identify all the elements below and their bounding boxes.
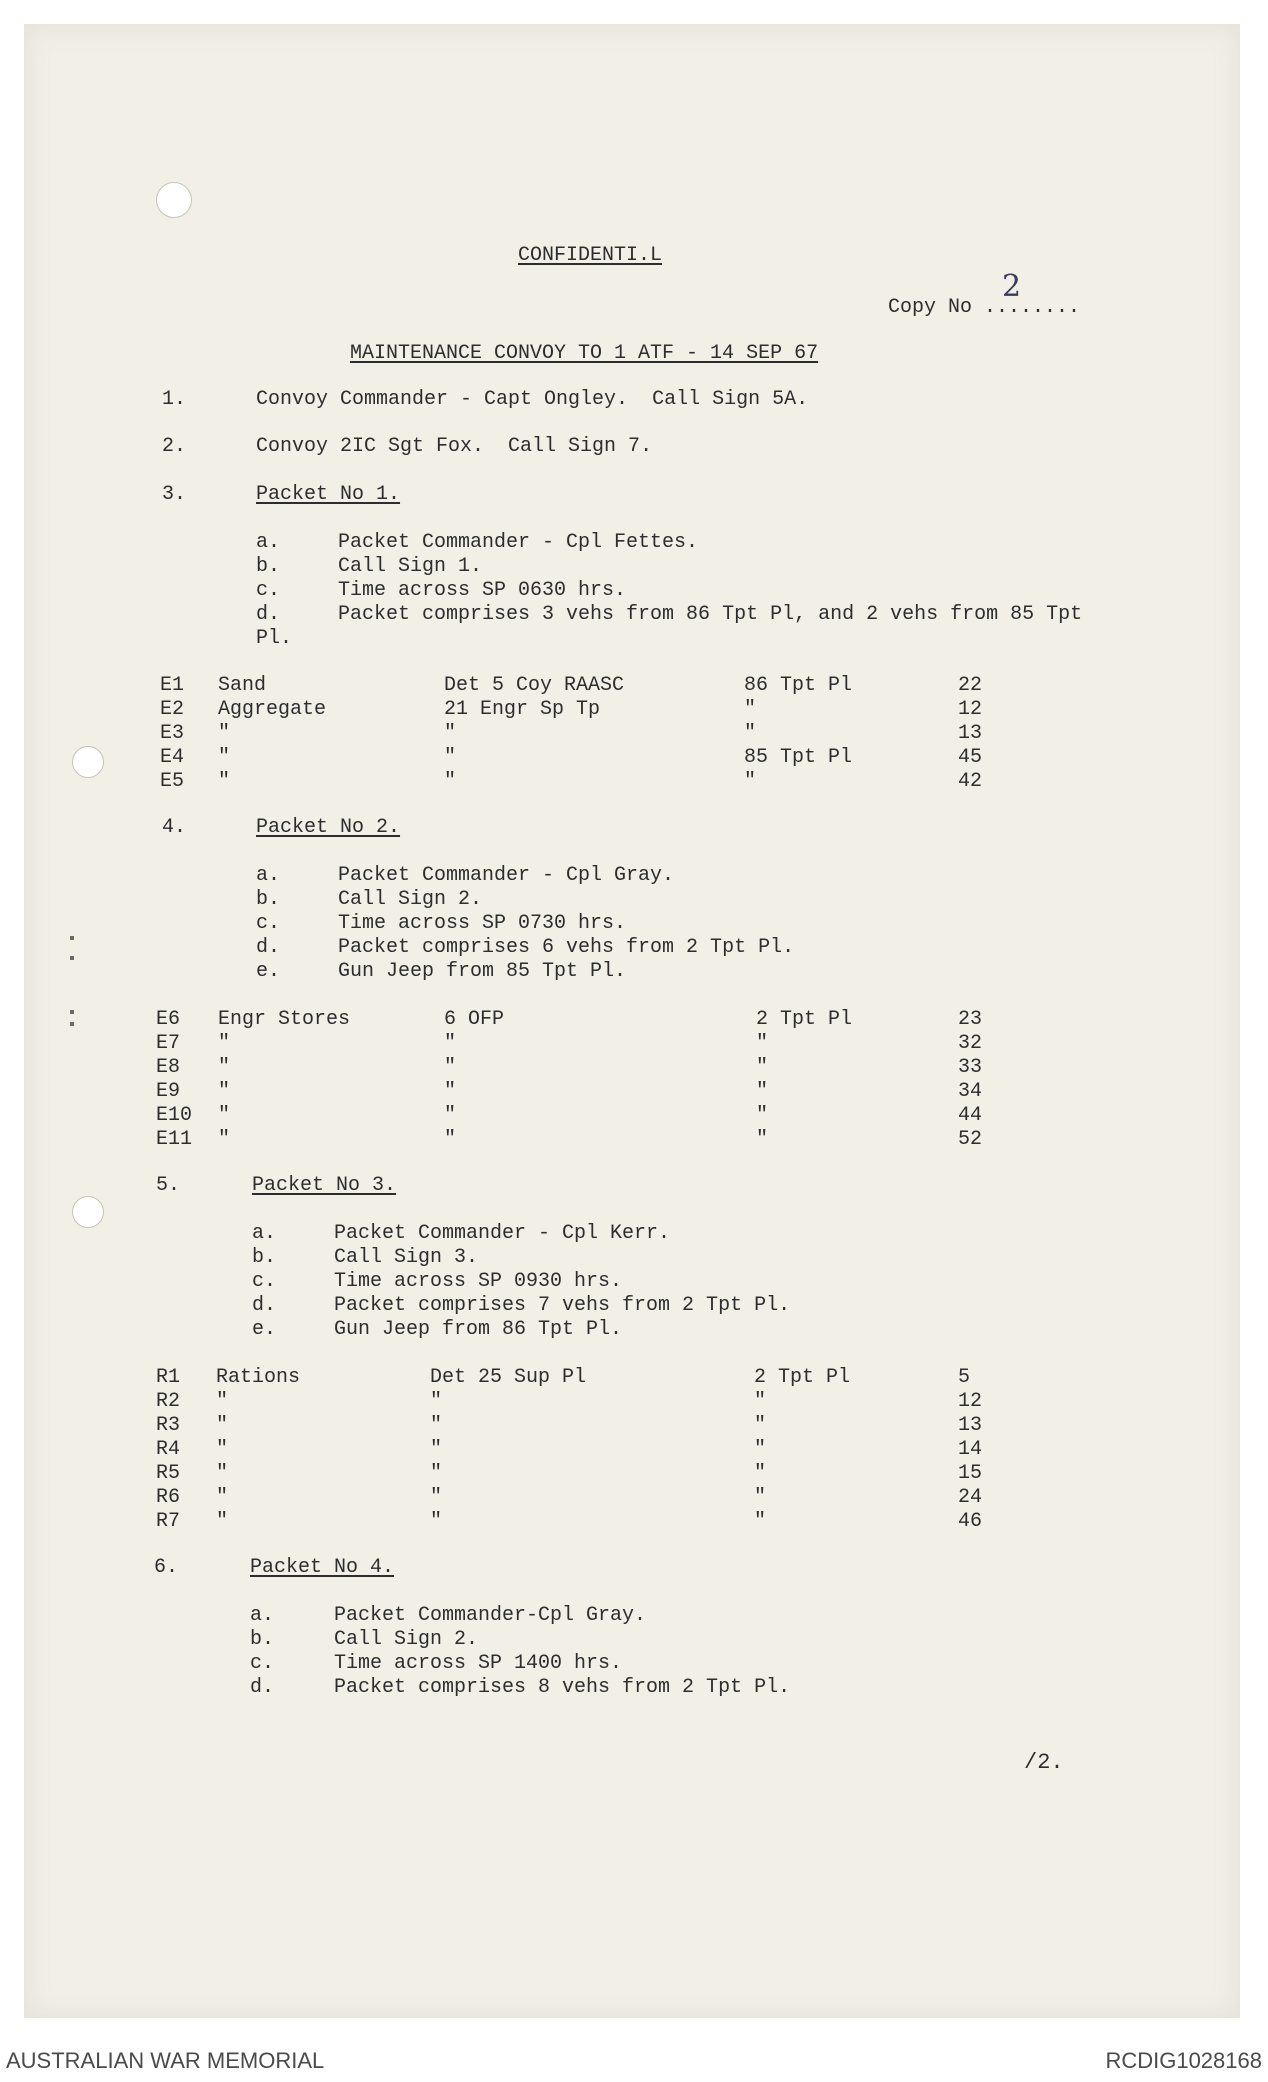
row-unit: ": [444, 1056, 457, 1079]
document-page: [24, 24, 1240, 2018]
row-load: ": [216, 1414, 229, 1437]
row-unit: ": [430, 1414, 443, 1437]
row-unit: ": [444, 1104, 457, 1127]
subitem-letter: b.: [250, 1628, 275, 1651]
row-load: ": [218, 1032, 231, 1055]
row-id: R7: [156, 1510, 181, 1533]
row-load: ": [218, 1128, 231, 1151]
row-transport: 86 Tpt Pl: [744, 674, 853, 697]
margin-mark: [70, 1010, 74, 1014]
row-unit: ": [430, 1462, 443, 1485]
row-id: R5: [156, 1462, 181, 1485]
row-transport: ": [756, 1104, 769, 1127]
row-transport: ": [744, 698, 757, 721]
item-number: 3.: [162, 483, 187, 506]
row-unit: Det 5 Coy RAASC: [444, 674, 625, 697]
row-vehicle-no: 23: [958, 1008, 983, 1031]
packet-heading: Packet No 3.: [252, 1174, 397, 1197]
classification-marking: CONFIDENTI.L: [518, 244, 663, 267]
row-transport: 85 Tpt Pl: [744, 746, 853, 769]
row-load: ": [216, 1486, 229, 1509]
row-vehicle-no: 13: [958, 722, 983, 745]
subitem-letter: c.: [256, 579, 281, 602]
row-transport: 2 Tpt Pl: [756, 1008, 853, 1031]
row-transport: ": [754, 1510, 767, 1533]
subitem-text: Packet comprises 3 vehs from 86 Tpt Pl, and 2 vehs from 85 Tpt: [338, 603, 1083, 626]
subitem-letter: e.: [256, 960, 281, 983]
subitem-letter: c.: [250, 1652, 275, 1675]
row-unit: Det 25 Sup Pl: [430, 1366, 587, 1389]
row-load: Engr Stores: [218, 1008, 351, 1031]
subitem-text: Time across SP 0930 hrs.: [334, 1270, 623, 1293]
row-id: E6: [156, 1008, 181, 1031]
row-unit: 21 Engr Sp Tp: [444, 698, 601, 721]
row-load: ": [216, 1438, 229, 1461]
row-unit: ": [430, 1486, 443, 1509]
row-id: R4: [156, 1438, 181, 1461]
subitem-text: Packet Commander - Cpl Kerr.: [334, 1222, 671, 1245]
row-unit: ": [430, 1438, 443, 1461]
subitem-text: Time across SP 0630 hrs.: [338, 579, 627, 602]
punch-hole: [156, 182, 192, 218]
row-transport: ": [754, 1438, 767, 1461]
subitem-letter: d.: [256, 936, 281, 959]
subitem-letter: e.: [252, 1318, 277, 1341]
row-transport: ": [754, 1462, 767, 1485]
subitem-continuation: Pl.: [256, 627, 293, 650]
row-transport: ": [754, 1486, 767, 1509]
row-transport: ": [756, 1056, 769, 1079]
subitem-letter: b.: [256, 555, 281, 578]
subitem-letter: a.: [252, 1222, 277, 1245]
punch-hole: [72, 1196, 104, 1228]
subitem-text: Gun Jeep from 85 Tpt Pl.: [338, 960, 627, 983]
row-transport: ": [744, 722, 757, 745]
row-load: ": [216, 1510, 229, 1533]
item-number: 6.: [154, 1556, 179, 1579]
row-load: ": [218, 1104, 231, 1127]
subitem-text: Call Sign 2.: [338, 888, 483, 911]
row-vehicle-no: 5: [958, 1366, 971, 1389]
row-unit: ": [444, 770, 457, 793]
row-id: E1: [160, 674, 185, 697]
row-unit: ": [444, 1080, 457, 1103]
row-vehicle-no: 24: [958, 1486, 983, 1509]
margin-mark: [70, 956, 74, 960]
row-load: ": [218, 746, 231, 769]
subitem-text: Call Sign 1.: [338, 555, 483, 578]
row-transport: ": [744, 770, 757, 793]
row-vehicle-no: 22: [958, 674, 983, 697]
row-vehicle-no: 12: [958, 698, 983, 721]
subitem-text: Packet comprises 6 vehs from 2 Tpt Pl.: [338, 936, 795, 959]
margin-mark: [70, 1022, 74, 1026]
item-text: Convoy Commander - Capt Ongley. Call Sign 5A.: [256, 388, 809, 411]
item-number: 4.: [162, 816, 187, 839]
row-vehicle-no: 32: [958, 1032, 983, 1055]
row-transport: ": [754, 1390, 767, 1413]
row-load: ": [218, 1056, 231, 1079]
row-load: Sand: [218, 674, 267, 697]
footer-source: AUSTRALIAN WAR MEMORIAL: [6, 2048, 325, 2073]
subitem-text: Gun Jeep from 86 Tpt Pl.: [334, 1318, 623, 1341]
subitem-letter: b.: [252, 1246, 277, 1269]
page-reference: /2.: [1024, 1750, 1064, 1775]
subitem-text: Packet comprises 8 vehs from 2 Tpt Pl.: [334, 1676, 791, 1699]
row-load: ": [218, 1080, 231, 1103]
row-vehicle-no: 13: [958, 1414, 983, 1437]
row-vehicle-no: 33: [958, 1056, 983, 1079]
subitem-text: Packet Commander-Cpl Gray.: [334, 1604, 647, 1627]
subitem-letter: d.: [256, 603, 281, 626]
row-transport: ": [756, 1080, 769, 1103]
copy-number-label: Copy No ........: [888, 296, 1081, 319]
row-load: ": [216, 1462, 229, 1485]
row-vehicle-no: 44: [958, 1104, 983, 1127]
row-unit: 6 OFP: [444, 1008, 505, 1031]
row-unit: ": [444, 722, 457, 745]
row-id: E9: [156, 1080, 181, 1103]
row-vehicle-no: 42: [958, 770, 983, 793]
row-id: R6: [156, 1486, 181, 1509]
subitem-letter: d.: [252, 1294, 277, 1317]
row-vehicle-no: 45: [958, 746, 983, 769]
row-id: R2: [156, 1390, 181, 1413]
row-unit: ": [430, 1390, 443, 1413]
row-unit: ": [430, 1510, 443, 1533]
row-vehicle-no: 52: [958, 1128, 983, 1151]
subitem-letter: c.: [256, 912, 281, 935]
row-unit: ": [444, 1128, 457, 1151]
copy-number-handwritten: 2: [1002, 269, 1022, 304]
item-number: 1.: [162, 388, 187, 411]
margin-mark: [70, 936, 74, 940]
row-vehicle-no: 14: [958, 1438, 983, 1461]
row-id: R1: [156, 1366, 181, 1389]
row-transport: ": [754, 1414, 767, 1437]
row-id: E11: [156, 1128, 193, 1151]
subitem-letter: c.: [252, 1270, 277, 1293]
subitem-text: Packet Commander - Cpl Fettes.: [338, 531, 699, 554]
row-vehicle-no: 34: [958, 1080, 983, 1103]
subitem-text: Packet comprises 7 vehs from 2 Tpt Pl.: [334, 1294, 791, 1317]
row-load: ": [218, 722, 231, 745]
row-load: Aggregate: [218, 698, 327, 721]
item-number: 5.: [156, 1174, 181, 1197]
subitem-letter: a.: [250, 1604, 275, 1627]
packet-heading: Packet No 2.: [256, 816, 401, 839]
row-unit: ": [444, 746, 457, 769]
subitem-letter: b.: [256, 888, 281, 911]
row-load: ": [218, 770, 231, 793]
row-id: E3: [160, 722, 185, 745]
row-transport: ": [756, 1032, 769, 1055]
packet-heading: Packet No 4.: [250, 1556, 395, 1579]
subitem-text: Call Sign 3.: [334, 1246, 479, 1269]
document-title: MAINTENANCE CONVOY TO 1 ATF - 14 SEP 67: [350, 342, 819, 365]
subitem-text: Time across SP 0730 hrs.: [338, 912, 627, 935]
subitem-letter: a.: [256, 864, 281, 887]
subitem-text: Time across SP 1400 hrs.: [334, 1652, 623, 1675]
packet-heading: Packet No 1.: [256, 483, 401, 506]
row-vehicle-no: 12: [958, 1390, 983, 1413]
row-transport: 2 Tpt Pl: [754, 1366, 851, 1389]
row-id: E10: [156, 1104, 193, 1127]
footer-id: RCDIG1028168: [1105, 2048, 1262, 2073]
subitem-text: Packet Commander - Cpl Gray.: [338, 864, 675, 887]
row-id: E7: [156, 1032, 181, 1055]
row-id: R3: [156, 1414, 181, 1437]
row-unit: ": [444, 1032, 457, 1055]
row-id: E5: [160, 770, 185, 793]
subitem-letter: a.: [256, 531, 281, 554]
row-vehicle-no: 15: [958, 1462, 983, 1485]
row-id: E4: [160, 746, 185, 769]
punch-hole: [72, 746, 104, 778]
subitem-text: Call Sign 2.: [334, 1628, 479, 1651]
item-text: Convoy 2IC Sgt Fox. Call Sign 7.: [256, 435, 653, 458]
row-load: Rations: [216, 1366, 301, 1389]
subitem-letter: d.: [250, 1676, 275, 1699]
row-transport: ": [756, 1128, 769, 1151]
row-load: ": [216, 1390, 229, 1413]
row-id: E8: [156, 1056, 181, 1079]
row-id: E2: [160, 698, 185, 721]
row-vehicle-no: 46: [958, 1510, 983, 1533]
item-number: 2.: [162, 435, 187, 458]
